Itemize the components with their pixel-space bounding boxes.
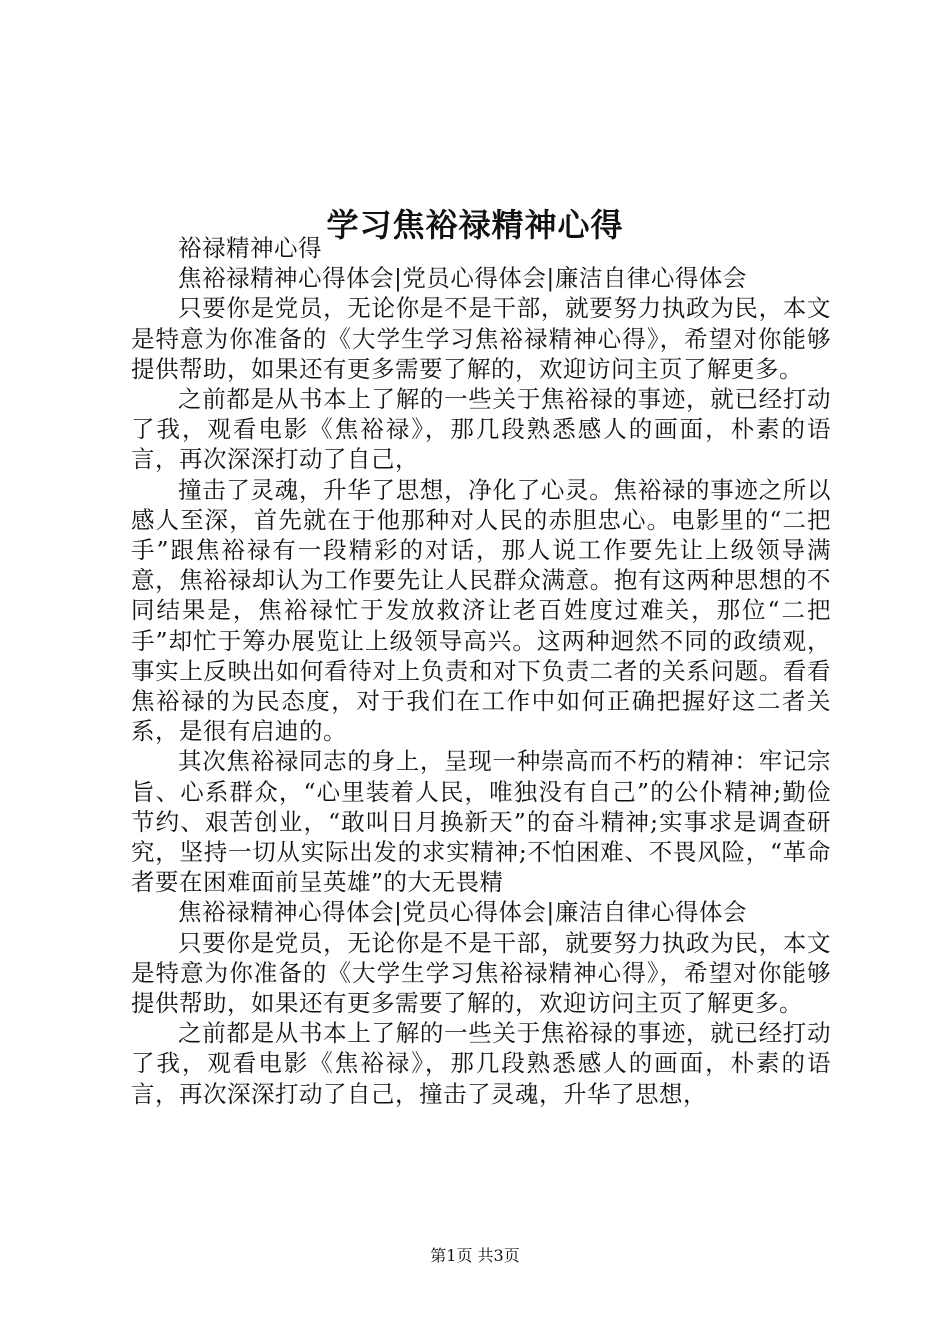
paragraph: 焦裕禄精神心得体会|党员心得体会|廉洁自律心得体会: [178, 898, 747, 927]
paragraph: 焦裕禄精神心得体会|党员心得体会|廉洁自律心得体会: [178, 264, 747, 293]
document-title: 学习焦裕禄精神心得: [326, 206, 624, 245]
paragraph: 撞击了灵魂，升华了思想，净化了心灵。焦裕禄的事迹之所以感人至深，首先就在于他那种对人民的赤胆忠心。电影里的“二把手”跟焦裕禄有一段精彩的对话，那人说工作要先让上级领导满意，焦裕禄却认为工作要先让人民群众满意。抱有这两种思想的不同结果是，焦裕禄忙于发放救济让老百姓度过难关，那位“二把手”却忙于筹办展览让上级领导高兴。这两种迥然不同的政绩观，事实上反映出如何看待对上负责和对下负责二者的关系问题。看看焦裕禄的为民态度，对于我们在工作中如何正确把握好这二者关系，是很有启迪的。: [131, 475, 831, 746]
paragraph: 之前都是从书本上了解的一些关于焦裕禄的事迹，就已经打动了我，观看电影《焦裕禄》，那几段熟悉感人的画面，朴素的语言，再次深深打动了自己，: [131, 385, 831, 474]
page-footer: 第1页 共3页: [430, 1246, 520, 1265]
paragraph: 其次焦裕禄同志的身上，呈现一种崇高而不朽的精神：牢记宗旨、心系群众，“心里装着人民，唯独没有自己”的公仆精神;勤俭节约、艰苦创业，“敢叫日月换新天”的奋斗精神;实事求是调查研究，坚持一切从实际出发的求实精神;不怕困难、不畏风险，“革命者要在困难面前呈英雄”的大无畏精: [131, 747, 831, 897]
paragraph: 只要你是党员，无论你是不是干部，就要努力执政为民，本文是特意为你准备的《大学生学习焦裕禄精神心得》，希望对你能够提供帮助，如果还有更多需要了解的，欢迎访问主页了解更多。: [131, 928, 831, 1018]
paragraph: 之前都是从书本上了解的一些关于焦裕禄的事迹，就已经打动了我，观看电影《焦裕禄》，那几段熟悉感人的画面，朴素的语言，再次深深打动了自己，撞击了灵魂，升华了思想，: [131, 1019, 831, 1108]
document-body: [131, 233, 831, 1109]
paragraph: 只要你是党员，无论你是不是干部，就要努力执政为民，本文是特意为你准备的《大学生学习焦裕禄精神心得》，希望对你能够提供帮助，如果还有更多需要了解的，欢迎访问主页了解更多。: [131, 294, 831, 383]
paragraph: 裕禄精神心得: [178, 234, 322, 262]
